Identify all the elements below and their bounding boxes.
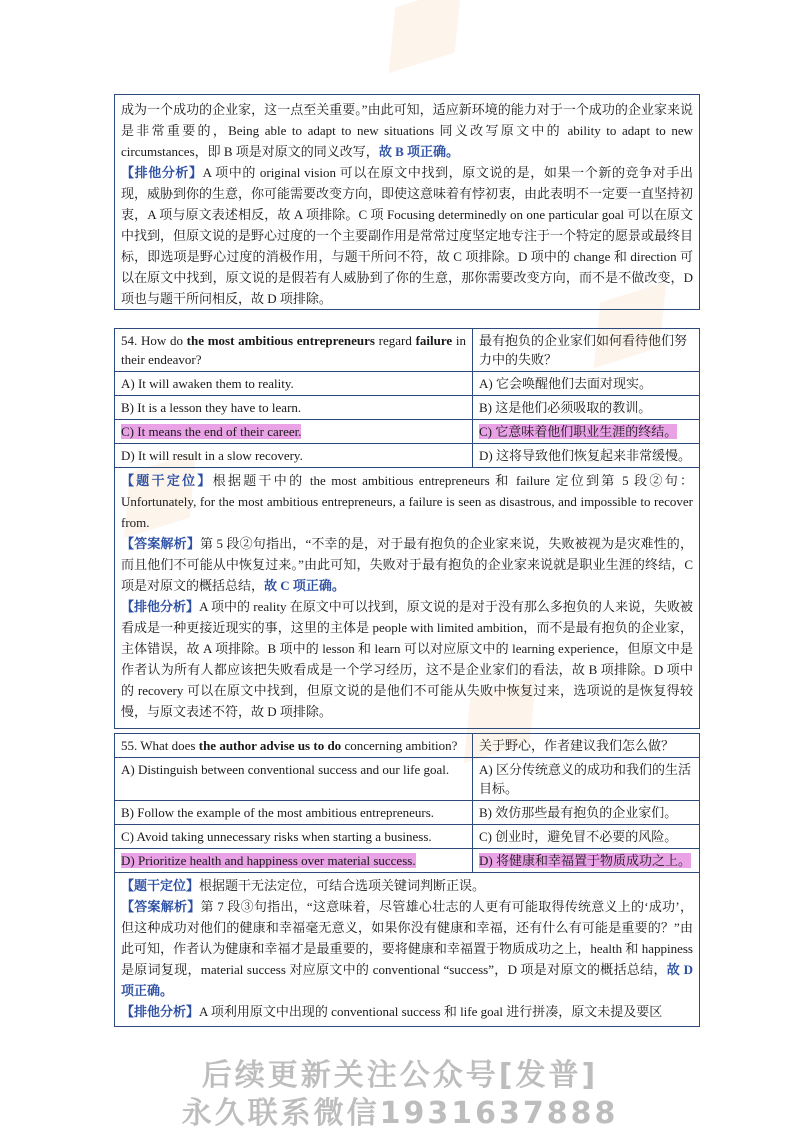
exclusion-analysis <box>115 162 699 309</box>
explanation-cell <box>115 873 700 1027</box>
footer-promo-line-1: 后续更新关注公众号[发普] <box>201 1058 599 1093</box>
option-row <box>115 758 700 801</box>
explanation-cell <box>115 468 700 729</box>
option-en: B) It is a lesson they have to learn. <box>115 396 473 420</box>
answer-statement: 故 C 项正确。 <box>264 578 345 593</box>
option-en: A) It will awaken them to reality. <box>115 372 473 396</box>
option-cn <box>473 849 700 873</box>
exclusion-text: A 项中的 reality 在原文中可以找到，原文说的是对于没有那么多抱负的人来说，失败被看成是一种更接近现实的事，这里的主体是 people with limited ambition，而不是最有抱负的企业家，主体错误，故 A 项排除。B 项中的 lesson 和 learn 可以对应原文中的 learning experience，但原文中是作者认为所有人都应该把失败看成是一个学习经历，这不是企业家们的看法，故 B 项排除。D 项中的 recovery 可以在原文中找到，但原文说的是他们不可能从失败中恢复过来，选项说的是恢复得较慢，与原文表述不符，故 D 项排除。 <box>121 599 693 719</box>
option-row-correct <box>115 849 700 873</box>
question-stem-en: 55. What does the author advise us to do concerning ambition? <box>115 734 473 758</box>
option-row <box>115 825 700 849</box>
analysis-text: 第 7 段③句指出，“这意味着，尽管雄心壮志的人更有可能取得传统意义上的‘成功’，但这种成功对他们的健康和幸福毫无意义，如果你没有健康和幸福，还有什么有可能是重要的？”由此可知，作者认为健康和幸福才是最重要的，要将健康和幸福置于物质成功之上，health 和 happiness 是原词复现，material success 对应原文中的 conventional “success”，D 项是对原文的概括总结， <box>121 899 693 977</box>
option-row-correct <box>115 420 700 444</box>
question-55-table <box>114 733 700 1027</box>
section-tag: 【排他分析】 <box>121 599 200 614</box>
question-stem-cn: 关于野心，作者建议我们怎么做？ <box>473 734 700 758</box>
question-stem-row <box>115 329 700 372</box>
top-analysis-box <box>114 94 700 310</box>
question-stem-en: 54. How do the most ambitious entrepreneurs regard failure in their endeavor? <box>115 329 473 372</box>
question-stem-cn: 最有抱负的企业家们如何看待他们努力中的失败？ <box>473 329 700 372</box>
option-row <box>115 801 700 825</box>
option-en: A) Distinguish between conventional success and our life goal. <box>115 758 473 801</box>
answer-statement: 故 D 项正确。 <box>121 962 693 998</box>
option-en: C) Avoid taking unnecessary risks when starting a business. <box>115 825 473 849</box>
locate-text: 根据题干中的 the most ambitious entrepreneurs 和 failure 定位到第 5 段②句：Unfortunately, for the most ambitious entrepreneurs, a failure is seen as disastrous, and impossible to recover from. <box>121 473 693 530</box>
option-cn: D) 这将导致他们恢复起来非常缓慢。 <box>473 444 700 468</box>
option-cn: C) 创业时，避免冒不必要的风险。 <box>473 825 700 849</box>
analysis-text: 第 5 段②句指出，“不幸的是，对于最有抱负的企业家来说，失败被视为是灾难性的，而且他们不可能从中恢复过来。”由此可知，失败对于最有抱负的企业家来说就是职业生涯的终结，C 项是对原文的概括总结， <box>121 536 693 593</box>
highlighted-answer: C) 它意味着他们职业生涯的终结。 <box>479 424 678 439</box>
option-en: B) Follow the example of the most ambitious entrepreneurs. <box>115 801 473 825</box>
option-en: D) It will result in a slow recovery. <box>115 444 473 468</box>
watermark-shape <box>389 0 462 73</box>
question-stem-row <box>115 734 700 758</box>
option-row <box>115 372 700 396</box>
analysis-continuation <box>115 99 699 162</box>
option-row <box>115 444 700 468</box>
option-cn: B) 这是他们必须吸取的教训。 <box>473 396 700 420</box>
highlighted-answer: D) Prioritize health and happiness over material success. <box>121 853 416 868</box>
option-cn <box>473 420 700 444</box>
highlighted-answer: D) 将健康和幸福置于物质成功之上。 <box>479 853 691 868</box>
option-cn: B) 效仿那些最有抱负的企业家们。 <box>473 801 700 825</box>
explanation-row <box>115 873 700 1027</box>
answer-statement: 故 B 项正确。 <box>378 144 459 159</box>
exclusion-text: A 项利用原文中出现的 conventional success 和 life goal 进行拼凑，原文未提及要区 <box>199 1004 663 1019</box>
option-cn: A) 区分传统意义的成功和我们的生活目标。 <box>473 758 700 801</box>
highlighted-answer: C) It means the end of their career. <box>121 424 302 439</box>
explanation-row <box>115 468 700 729</box>
option-en <box>115 420 473 444</box>
footer-promo-line-2: 永久联系微信1931637888 <box>181 1096 619 1131</box>
section-tag: 【题干定位】 <box>121 878 200 893</box>
section-tag: 【排他分析】 <box>121 165 203 180</box>
locate-text: 根据题干无法定位，可结合选项关键词判断正误。 <box>199 878 486 893</box>
section-tag: 【答案解析】 <box>121 899 201 914</box>
section-tag: 【题干定位】 <box>121 473 213 488</box>
option-en <box>115 849 473 873</box>
section-tag: 【答案解析】 <box>121 536 200 551</box>
analysis-text: 成为一个成功的企业家，这一点至关重要。”由此可知，适应新环境的能力对于一个成功的企业家来说是非常重要的，Being able to adapt to new situations 同义改写原文中的 ability to adapt to new circumstances，即 B 项是对原文的同义改写， <box>121 102 693 159</box>
section-tag: 【排他分析】 <box>121 1004 200 1019</box>
option-cn: A) 它会唤醒他们去面对现实。 <box>473 372 700 396</box>
option-row <box>115 396 700 420</box>
exclusion-text: A 项中的 original vision 可以在原文中找到，原文说的是，如果一个新的竞争对手出现，威胁到你的生意，你可能需要改变方向，即使这意味着有悖初衷，由此表明不一定要一直坚持初衷，A 项与原文表述相反，故 A 项排除。C 项 Focusing determinedly on one particular goal 可以在原文中找到，但原文说的是野心过度的一个主要副作用是常常过度坚定地专注于一个特定的愿景或最终目标，即选项是野心过度的消极作用，与题干所问不符，故 C 项排除。D 项中的 change 和 direction 可以在原文中找到，原文说的是假若有人威胁到了你的生意，那你需要改变方向，而不是不做改变，D 项也与题干所问相反，故 D 项排除。 <box>121 165 694 306</box>
question-54-table <box>114 328 700 729</box>
